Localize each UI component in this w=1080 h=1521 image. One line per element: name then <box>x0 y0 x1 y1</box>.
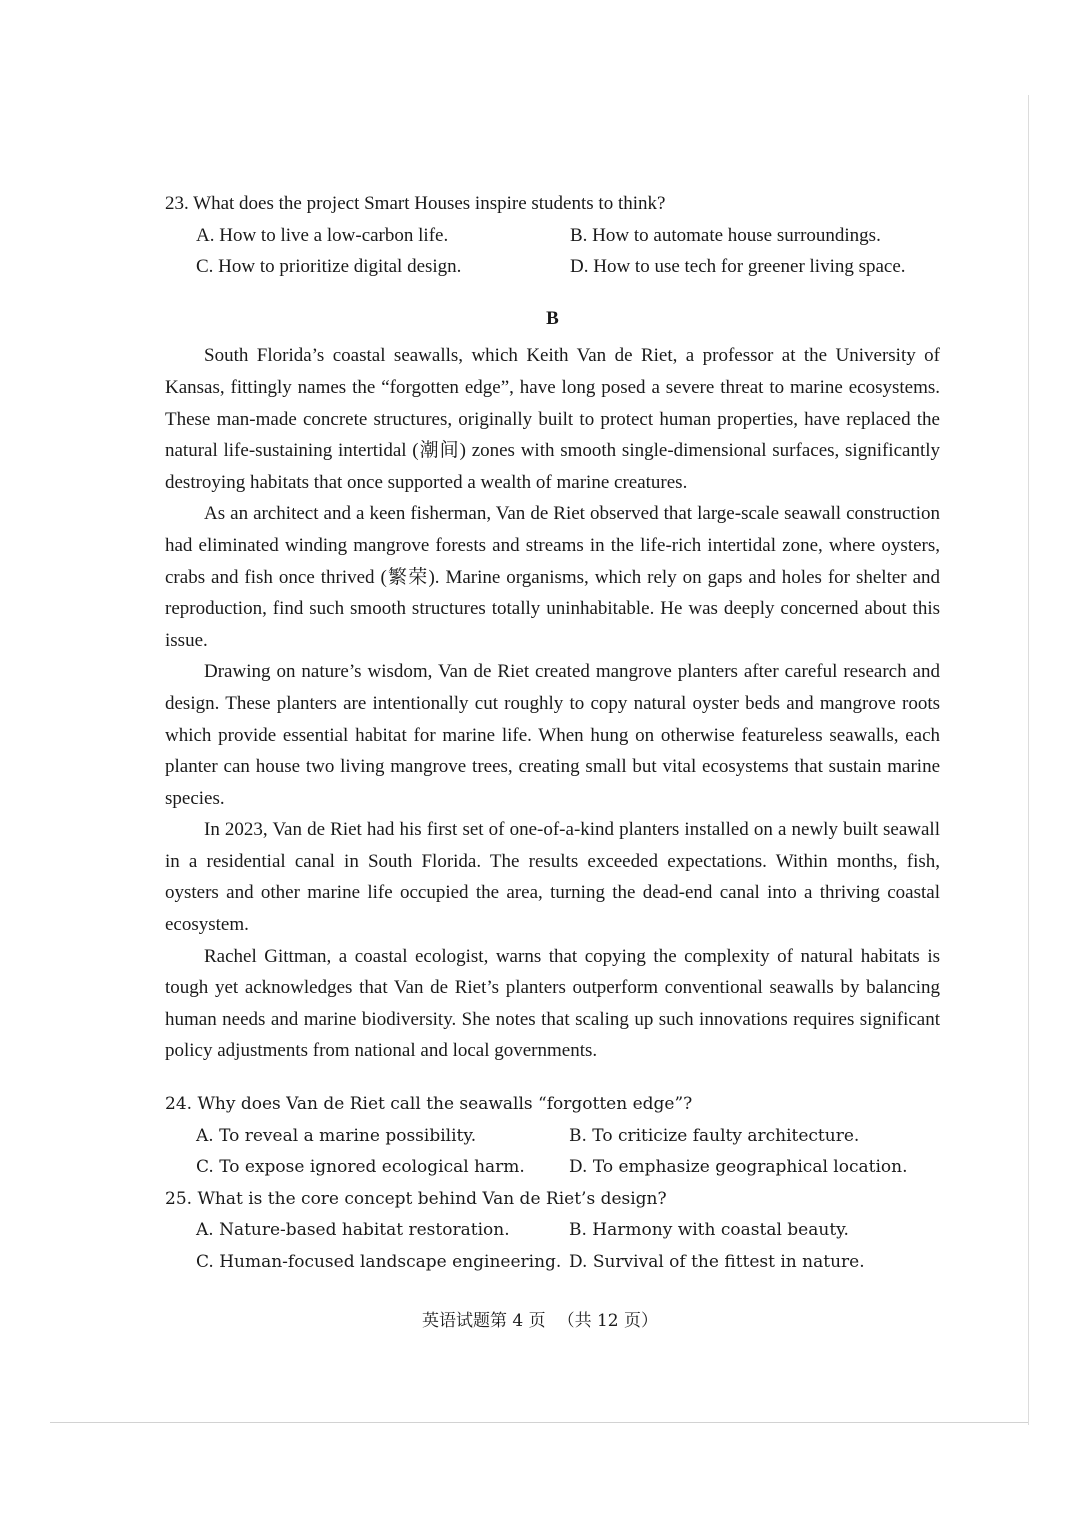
passage-paragraph-2: As an architect and a keen fisherman, Van de Riet observed that large-scale seawall construction had eliminated winding mangrove forests and streams in the life-rich intertidal zone, where oysters, crabs and fish once thrived (繁荣). Marine organisms, which rely on gaps and holes for shelter and reproduction, find such smooth structures totally uninhabitable. He was deeply concerned about this issue. <box>165 503 940 651</box>
question-23-option-d: D. How to use tech for greener living space. <box>570 256 906 278</box>
question-25-option-d: D. Survival of the fittest in nature. <box>569 1252 865 1272</box>
question-25-options <box>165 1215 940 1278</box>
question-24-option-a: A. To reveal a marine possibility. <box>196 1125 477 1146</box>
exam-page-content <box>165 188 940 1279</box>
question-23-stem: 23. What does the project Smart Houses inspire students to think? <box>165 193 666 214</box>
question-24-option-c: C. To expose ignored ecological harm. <box>196 1157 525 1178</box>
passage-paragraph-5: Rachel Gittman, a coastal ecologist, warns that copying the complexity of natural habitats is tough yet acknowledges that Van de Riet’s planters outperform conventional seawalls by balancing human needs and marine biodiversity. She notes that scaling up such innovations requires significant policy adjustments from national and local governments. <box>165 945 940 1062</box>
question-24-option-b: B. To criticize faulty architecture. <box>569 1125 860 1146</box>
question-24 <box>165 1089 940 1184</box>
questions-24-25 <box>165 1089 940 1279</box>
passage-paragraph-1: South Florida’s coastal seawalls, which Keith Van de Riet, a professor at the University of Kansas, fittingly names the “forgotten edge”, have long posed a severe threat to marine ecosystems. These man-made concrete structures, originally built to protect human properties, have replaced the natural life-sustaining intertidal (潮间) zones with smooth single-dimensional surfaces, significantly destroying habitats that once supported a wealth of marine creatures. <box>165 345 940 493</box>
footer-total-label: （共 12 页） <box>557 1311 659 1331</box>
page-edge-right <box>1028 95 1029 1425</box>
page-footer <box>0 1306 1080 1331</box>
question-23 <box>165 188 940 283</box>
question-23-options <box>165 220 940 283</box>
question-24-stem: 24. Why does Van de Riet call the seawalls “forgotten edge”? <box>165 1094 693 1115</box>
question-23-option-c: C. How to prioritize digital design. <box>196 256 462 278</box>
question-25-option-a: A. Nature-based habitat restoration. <box>196 1220 510 1241</box>
passage-paragraph-3: Drawing on nature’s wisdom, Van de Riet created mangrove planters after careful research and design. These planters are intentionally cut roughly to copy natural oyster beds and mangrove roots which provide essential habitat for marine life. When hung on otherwise featureless seawalls, each planter can house two living mangrove trees, creating small but vital ecosystems that sustain marine species. <box>165 661 940 809</box>
footer-page-label: 英语试题第 4 页 <box>421 1311 546 1331</box>
question-25-option-b: B. Harmony with coastal beauty. <box>569 1220 849 1241</box>
question-23-option-b: B. How to automate house surroundings. <box>570 224 881 246</box>
question-24-option-d: D. To emphasize geographical location. <box>569 1157 908 1178</box>
section-label: B <box>546 307 559 329</box>
question-25 <box>165 1184 940 1279</box>
page-edge-bottom <box>50 1422 1028 1423</box>
question-25-stem: 25. What is the core concept behind Van de Riet’s design? <box>165 1188 667 1209</box>
reading-passage <box>165 340 940 1067</box>
question-24-options <box>165 1121 940 1184</box>
passage-paragraph-4: In 2023, Van de Riet had his first set of one-of-a-kind planters installed on a newly built seawall in a residential canal in South Florida. The results exceeded expectations. Within months, fish, oysters and other marine life occupied the area, turning the dead-end canal into a thriving coastal ecosystem. <box>165 819 940 936</box>
question-25-option-c: C. Human-focused landscape engineering. <box>196 1252 562 1272</box>
question-23-option-a: A. How to live a low-carbon life. <box>196 224 449 246</box>
